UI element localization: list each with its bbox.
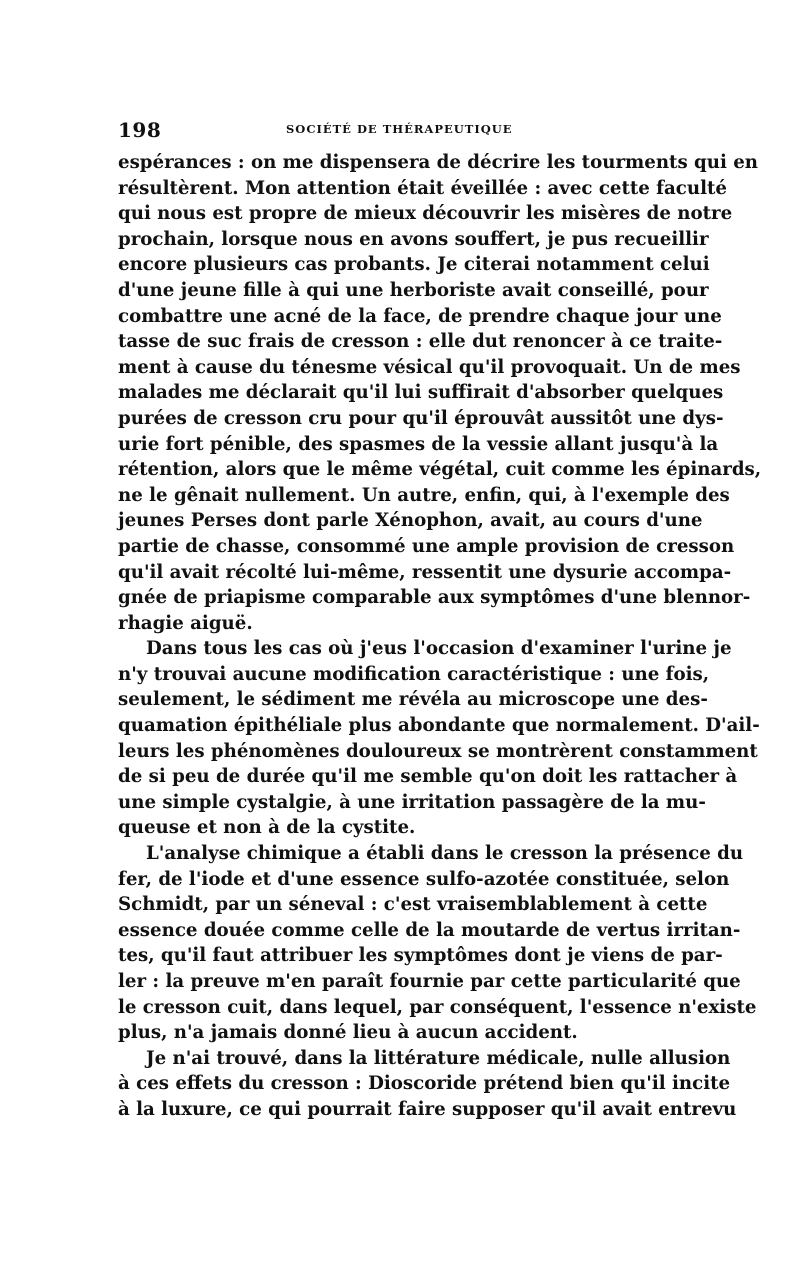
- text-line: d'une jeune fille à qui une herboriste avait conseillé, pour: [118, 279, 709, 301]
- text-line: tasse de suc frais de cresson : elle dut renoncer à ce traite-: [118, 331, 723, 353]
- text-line: ne le gênait nullement. Un autre, enfin, qui, à l'exemple des: [118, 484, 730, 506]
- text-line: n'y trouvai aucune modification caractéristique : une fois,: [118, 663, 710, 685]
- text-line: quamation épithéliale plus abondante que normalement. D'ail-: [118, 715, 760, 737]
- text-line: partie de chasse, consommé une ample provision de cresson: [118, 535, 735, 557]
- text-line: Schmidt, par un séneval : c'est vraisemblablement à cette: [118, 894, 708, 916]
- text-line: urie fort pénible, des spasmes de la vessie allant jusqu'à la: [118, 433, 719, 455]
- text-line: à ces effets du cresson : Dioscoride prétend bien qu'il incite: [118, 1073, 731, 1095]
- text-line: rhagie aiguë.: [118, 612, 253, 634]
- text-line: seulement, le sédiment me révéla au microscope une des-: [118, 689, 708, 711]
- text-line: L'analyse chimique a établi dans le cresson la présence du: [146, 843, 744, 865]
- text-line: combattre une acné de la face, de prendre chaque jour une: [118, 305, 722, 327]
- text-line: jeunes Perses dont parle Xénophon, avait, au cours d'une: [118, 510, 703, 532]
- text-line: essence douée comme celle de la moutarde de vertus irritan-: [118, 919, 741, 941]
- text-line: Dans tous les cas où j'eus l'occasion d'examiner l'urine je: [146, 638, 732, 660]
- text-line: fer, de l'iode et d'une essence sulfo-azotée constituée, selon: [118, 868, 730, 890]
- text-line: prochain, lorsque nous en avons souffert, je pus recueillir: [118, 228, 709, 250]
- page-number: 198: [118, 118, 162, 142]
- running-head: [118, 118, 674, 142]
- text-line: ment à cause du ténesme vésical qu'il provoquait. Un de mes: [118, 356, 741, 378]
- text-line: le cresson cuit, dans lequel, par conséquent, l'essence n'existe: [118, 996, 757, 1018]
- text-line: ler : la preuve m'en paraît fournie par cette particularité que: [118, 971, 741, 992]
- text-line: espérances : on me dispensera de décrire les tourments qui en: [118, 152, 759, 173]
- text-line: Je n'ai trouvé, dans la littérature médicale, nulle allusion: [146, 1047, 731, 1069]
- running-title: SOCIÉTÉ DE THÉRAPEUTIQUE: [286, 122, 513, 136]
- text-line: qui nous est propre de mieux découvrir les misères de notre: [118, 203, 733, 225]
- text-line: une simple cystalgie, à une irritation passagère de la mu-: [118, 791, 706, 813]
- text-line: de si peu de durée qu'il me semble qu'on doit les rattacher à: [118, 766, 738, 788]
- text-line: malades me déclarait qu'il lui suffirait d'absorber quelques: [118, 382, 724, 404]
- text-line: résultèrent. Mon attention était éveillée : avec cette faculté: [118, 177, 727, 199]
- text-line: rétention, alors que le même végétal, cuit comme les épinards,: [118, 459, 762, 481]
- text-line: encore plusieurs cas probants. Je citerai notamment celui: [118, 254, 710, 276]
- text-line: purées de cresson cru pour qu'il éprouvât aussitôt une dys-: [118, 407, 724, 429]
- body-text: [118, 150, 762, 1123]
- text-line: plus, n'a jamais donné lieu à aucun accident.: [118, 1022, 578, 1044]
- text-line: à la luxure, ce qui pourrait faire supposer qu'il avait entrevu: [118, 1098, 737, 1120]
- text-line: queuse et non à de la cystite.: [118, 817, 416, 839]
- text-line: gnée de priapisme comparable aux symptômes d'une blennor-: [118, 587, 751, 609]
- text-line: tes, qu'il faut attribuer les symptômes dont je viens de par-: [118, 945, 723, 967]
- text-line: qu'il avait récolté lui-même, ressentit une dysurie accompa-: [118, 561, 732, 583]
- text-line: leurs les phénomènes douloureux se montrèrent constamment: [118, 740, 758, 762]
